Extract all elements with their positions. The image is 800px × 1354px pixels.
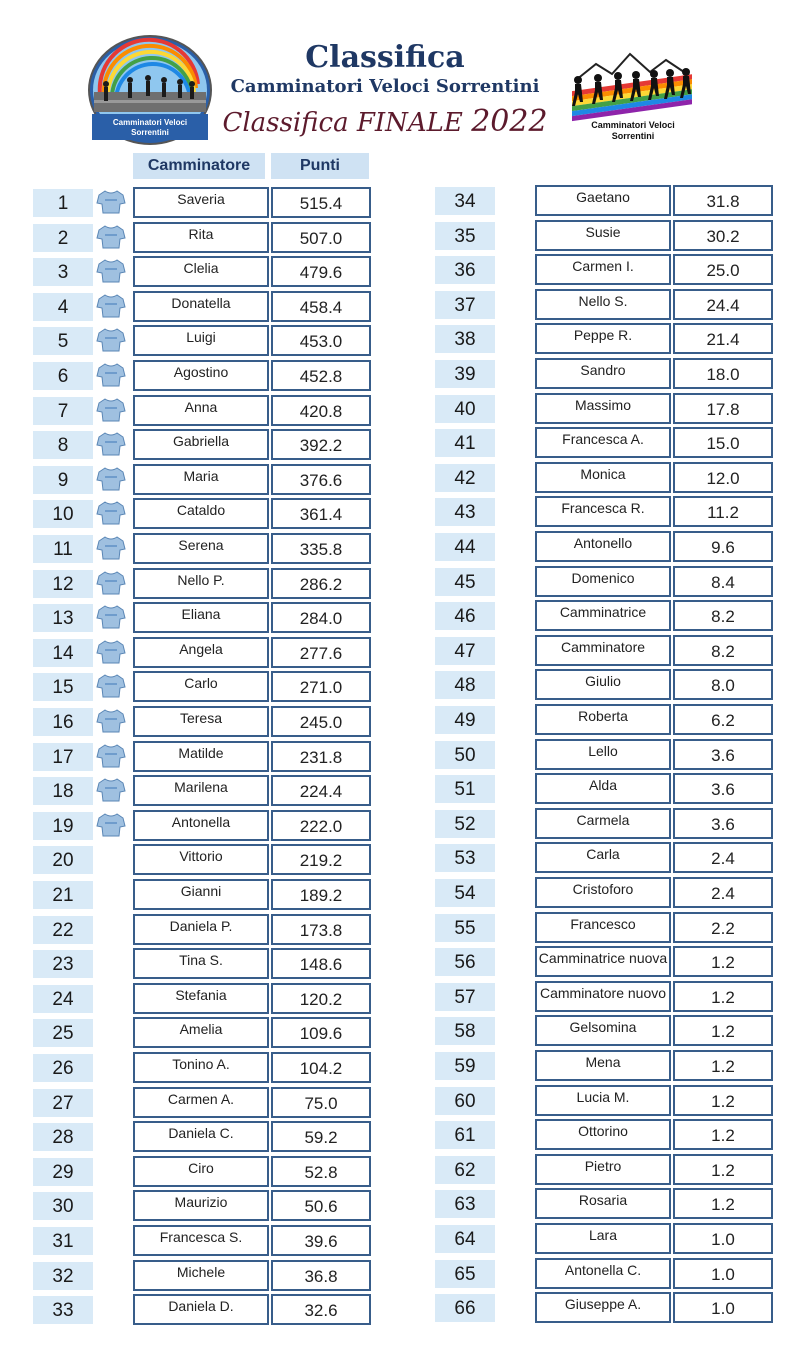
rank-cell: 34 <box>435 187 495 215</box>
rank-cell: 49 <box>435 706 495 734</box>
points-value: 1.0 <box>673 1258 773 1289</box>
points-value: 2.2 <box>673 912 773 943</box>
rank-cell: 46 <box>435 602 495 630</box>
walker-name: Monica <box>535 462 671 493</box>
points-value: 50.6 <box>271 1190 371 1221</box>
points-value: 286.2 <box>271 568 371 599</box>
points-value: 1.0 <box>673 1292 773 1323</box>
points-value: 277.6 <box>271 637 371 668</box>
walker-name: Carla <box>535 842 671 873</box>
points-value: 9.6 <box>673 531 773 562</box>
rank-cell: 17 <box>33 743 93 771</box>
walker-name: Francesca R. <box>535 496 671 527</box>
walker-name: Nello S. <box>535 289 671 320</box>
walker-name: Carmen I. <box>535 254 671 285</box>
rank-cell: 26 <box>33 1054 93 1082</box>
shirt-icon <box>96 327 126 353</box>
rank-cell: 64 <box>435 1225 495 1253</box>
walker-name: Lello <box>535 739 671 770</box>
walker-name: Maria <box>133 464 269 495</box>
logo-right <box>566 46 700 142</box>
points-value: 3.6 <box>673 773 773 804</box>
shirt-icon <box>96 397 126 423</box>
shirt-icon <box>96 604 126 630</box>
points-value: 189.2 <box>271 879 371 910</box>
walker-name: Massimo <box>535 393 671 424</box>
rank-cell: 10 <box>33 500 93 528</box>
walker-name: Pietro <box>535 1154 671 1185</box>
walker-name: Rita <box>133 222 269 253</box>
points-value: 6.2 <box>673 704 773 735</box>
points-value: 75.0 <box>271 1087 371 1118</box>
walker-name: Marilena <box>133 775 269 806</box>
points-value: 24.4 <box>673 289 773 320</box>
rank-cell: 42 <box>435 464 495 492</box>
rank-cell: 29 <box>33 1158 93 1186</box>
shirt-icon <box>96 743 126 769</box>
rank-cell: 62 <box>435 1156 495 1184</box>
rank-cell: 2 <box>33 224 93 252</box>
points-value: 3.6 <box>673 808 773 839</box>
rank-cell: 33 <box>33 1296 93 1324</box>
points-value: 335.8 <box>271 533 371 564</box>
logo-left <box>86 34 214 146</box>
rank-cell: 63 <box>435 1190 495 1218</box>
shirt-icon <box>96 224 126 250</box>
walker-name: Carlo <box>133 671 269 702</box>
points-value: 224.4 <box>271 775 371 806</box>
svg-text:Camminatori Veloci: Camminatori Veloci <box>591 120 675 130</box>
points-value: 8.4 <box>673 566 773 597</box>
walker-name: Gaetano <box>535 185 671 216</box>
rank-cell: 25 <box>33 1019 93 1047</box>
points-value: 2.4 <box>673 842 773 873</box>
points-value: 219.2 <box>271 844 371 875</box>
points-value: 1.2 <box>673 1188 773 1219</box>
rank-cell: 9 <box>33 466 93 494</box>
walker-name: Carmen A. <box>133 1087 269 1118</box>
shirt-icon <box>96 812 126 838</box>
rank-cell: 55 <box>435 914 495 942</box>
points-value: 392.2 <box>271 429 371 460</box>
shirt-icon <box>96 189 126 215</box>
rank-cell: 60 <box>435 1087 495 1115</box>
rank-cell: 27 <box>33 1089 93 1117</box>
page-title: Classifica <box>305 40 465 75</box>
walker-name: Agostino <box>133 360 269 391</box>
rank-cell: 41 <box>435 429 495 457</box>
walker-name: Daniela P. <box>133 914 269 945</box>
rank-cell: 35 <box>435 222 495 250</box>
walker-name: Tonino A. <box>133 1052 269 1083</box>
rank-cell: 28 <box>33 1123 93 1151</box>
points-value: 376.6 <box>271 464 371 495</box>
rank-cell: 58 <box>435 1017 495 1045</box>
walker-name: Eliana <box>133 602 269 633</box>
walker-name: Gianni <box>133 879 269 910</box>
rank-cell: 39 <box>435 360 495 388</box>
rank-cell: 24 <box>33 985 93 1013</box>
rank-cell: 57 <box>435 983 495 1011</box>
shirt-icon <box>96 500 126 526</box>
shirt-icon <box>96 362 126 388</box>
walker-name: Teresa <box>133 706 269 737</box>
points-value: 1.2 <box>673 1119 773 1150</box>
points-value: 2.4 <box>673 877 773 908</box>
rank-cell: 8 <box>33 431 93 459</box>
rank-cell: 23 <box>33 950 93 978</box>
final-year: 2022 <box>471 104 548 139</box>
rank-cell: 59 <box>435 1052 495 1080</box>
walker-name: Amelia <box>133 1017 269 1048</box>
shirt-icon <box>96 431 126 457</box>
walker-name: Domenico <box>535 566 671 597</box>
rank-cell: 44 <box>435 533 495 561</box>
rank-cell: 37 <box>435 291 495 319</box>
points-value: 18.0 <box>673 358 773 389</box>
points-value: 104.2 <box>271 1052 371 1083</box>
points-value: 52.8 <box>271 1156 371 1187</box>
walker-name: Roberta <box>535 704 671 735</box>
walker-name: Francesco <box>535 912 671 943</box>
points-value: 452.8 <box>271 360 371 391</box>
walker-name: Camminatrice nuova <box>535 946 671 977</box>
points-value: 1.2 <box>673 1154 773 1185</box>
rank-cell: 43 <box>435 498 495 526</box>
rank-cell: 40 <box>435 395 495 423</box>
points-value: 36.8 <box>271 1260 371 1291</box>
page-subtitle: Camminatori Veloci Sorrentini <box>230 76 540 97</box>
walker-name: Mena <box>535 1050 671 1081</box>
rank-cell: 36 <box>435 256 495 284</box>
points-value: 8.2 <box>673 600 773 631</box>
shirt-icon <box>96 673 126 699</box>
header <box>0 0 800 150</box>
points-value: 507.0 <box>271 222 371 253</box>
rank-cell: 31 <box>33 1227 93 1255</box>
walker-name: Anna <box>133 395 269 426</box>
rank-cell: 7 <box>33 397 93 425</box>
walker-name: Lara <box>535 1223 671 1254</box>
rank-cell: 12 <box>33 570 93 598</box>
walker-name: Gabriella <box>133 429 269 460</box>
points-value: 453.0 <box>271 325 371 356</box>
points-value: 1.0 <box>673 1223 773 1254</box>
points-value: 32.6 <box>271 1294 371 1325</box>
rank-cell: 3 <box>33 258 93 286</box>
points-value: 1.2 <box>673 1050 773 1081</box>
walker-name: Alda <box>535 773 671 804</box>
walker-name: Sandro <box>535 358 671 389</box>
walker-name: Saveria <box>133 187 269 218</box>
final-title <box>222 104 548 139</box>
points-value: 12.0 <box>673 462 773 493</box>
walker-name: Carmela <box>535 808 671 839</box>
rank-cell: 18 <box>33 777 93 805</box>
rank-cell: 13 <box>33 604 93 632</box>
shirt-icon <box>96 258 126 284</box>
rank-cell: 52 <box>435 810 495 838</box>
walker-name: Giulio <box>535 669 671 700</box>
walker-name: Tina S. <box>133 948 269 979</box>
rank-cell: 53 <box>435 844 495 872</box>
points-value: 120.2 <box>271 983 371 1014</box>
walker-name: Lucia M. <box>535 1085 671 1116</box>
points-value: 30.2 <box>673 220 773 251</box>
rank-cell: 50 <box>435 741 495 769</box>
rank-cell: 4 <box>33 293 93 321</box>
rank-cell: 48 <box>435 671 495 699</box>
walker-name: Vittorio <box>133 844 269 875</box>
rank-cell: 47 <box>435 637 495 665</box>
points-value: 222.0 <box>271 810 371 841</box>
shirt-icon <box>96 708 126 734</box>
rank-cell: 16 <box>33 708 93 736</box>
points-value: 458.4 <box>271 291 371 322</box>
points-value: 8.2 <box>673 635 773 666</box>
points-value: 1.2 <box>673 946 773 977</box>
points-value: 515.4 <box>271 187 371 218</box>
walker-name: Ottorino <box>535 1119 671 1150</box>
walker-name: Daniela D. <box>133 1294 269 1325</box>
rank-cell: 54 <box>435 879 495 907</box>
rank-cell: 30 <box>33 1192 93 1220</box>
points-value: 245.0 <box>271 706 371 737</box>
rank-cell: 65 <box>435 1260 495 1288</box>
walker-name: Angela <box>133 637 269 668</box>
rank-cell: 22 <box>33 916 93 944</box>
rank-cell: 20 <box>33 846 93 874</box>
rank-cell: 51 <box>435 775 495 803</box>
rank-cell: 66 <box>435 1294 495 1322</box>
walker-name: Serena <box>133 533 269 564</box>
walker-name: Daniela C. <box>133 1121 269 1152</box>
walker-name: Clelia <box>133 256 269 287</box>
walker-name: Antonello <box>535 531 671 562</box>
walker-name: Antonella C. <box>535 1258 671 1289</box>
rank-cell: 15 <box>33 673 93 701</box>
points-value: 479.6 <box>271 256 371 287</box>
walker-name: Donatella <box>133 291 269 322</box>
points-value: 3.6 <box>673 739 773 770</box>
walker-name: Camminatore nuovo <box>535 981 671 1012</box>
rank-cell: 11 <box>33 535 93 563</box>
rank-cell: 5 <box>33 327 93 355</box>
shirt-icon <box>96 777 126 803</box>
walker-name: Camminatore <box>535 635 671 666</box>
svg-text:Sorrentini: Sorrentini <box>131 128 169 137</box>
walker-name: Luigi <box>133 325 269 356</box>
points-value: 8.0 <box>673 669 773 700</box>
shirt-icon <box>96 639 126 665</box>
shirt-icon <box>96 535 126 561</box>
shirt-icon <box>96 466 126 492</box>
column-header-name: Camminatore <box>133 153 265 179</box>
points-value: 173.8 <box>271 914 371 945</box>
walker-name: Peppe R. <box>535 323 671 354</box>
points-value: 21.4 <box>673 323 773 354</box>
walker-name: Cataldo <box>133 498 269 529</box>
final-label: Classifica FINALE <box>222 108 463 138</box>
rank-cell: 32 <box>33 1262 93 1290</box>
rank-cell: 61 <box>435 1121 495 1149</box>
walker-name: Gelsomina <box>535 1015 671 1046</box>
points-value: 1.2 <box>673 1085 773 1116</box>
rank-cell: 6 <box>33 362 93 390</box>
walker-name: Giuseppe A. <box>535 1292 671 1323</box>
column-header-points: Punti <box>271 153 369 179</box>
walker-name: Maurizio <box>133 1190 269 1221</box>
points-value: 284.0 <box>271 602 371 633</box>
svg-text:Camminatori Veloci: Camminatori Veloci <box>112 118 188 127</box>
walker-name: Rosaria <box>535 1188 671 1219</box>
points-value: 231.8 <box>271 741 371 772</box>
walker-name: Francesca S. <box>133 1225 269 1256</box>
points-value: 271.0 <box>271 671 371 702</box>
rank-cell: 56 <box>435 948 495 976</box>
points-value: 59.2 <box>271 1121 371 1152</box>
walker-name: Michele <box>133 1260 269 1291</box>
points-value: 17.8 <box>673 393 773 424</box>
points-value: 361.4 <box>271 498 371 529</box>
shirt-icon <box>96 293 126 319</box>
rank-cell: 19 <box>33 812 93 840</box>
points-value: 1.2 <box>673 1015 773 1046</box>
points-value: 420.8 <box>271 395 371 426</box>
points-value: 15.0 <box>673 427 773 458</box>
svg-text:Sorrentini: Sorrentini <box>611 131 655 141</box>
shirt-icon <box>96 570 126 596</box>
walker-name: Ciro <box>133 1156 269 1187</box>
walker-name: Antonella <box>133 810 269 841</box>
walker-name: Nello P. <box>133 568 269 599</box>
rank-cell: 21 <box>33 881 93 909</box>
points-value: 31.8 <box>673 185 773 216</box>
rank-cell: 38 <box>435 325 495 353</box>
rank-cell: 1 <box>33 189 93 217</box>
points-value: 11.2 <box>673 496 773 527</box>
rank-cell: 14 <box>33 639 93 667</box>
rank-cell: 45 <box>435 568 495 596</box>
points-value: 25.0 <box>673 254 773 285</box>
walker-name: Matilde <box>133 741 269 772</box>
walker-name: Francesca A. <box>535 427 671 458</box>
walker-name: Stefania <box>133 983 269 1014</box>
points-value: 109.6 <box>271 1017 371 1048</box>
walker-name: Susie <box>535 220 671 251</box>
points-value: 1.2 <box>673 981 773 1012</box>
walker-name: Camminatrice <box>535 600 671 631</box>
points-value: 148.6 <box>271 948 371 979</box>
walker-name: Cristoforo <box>535 877 671 908</box>
points-value: 39.6 <box>271 1225 371 1256</box>
